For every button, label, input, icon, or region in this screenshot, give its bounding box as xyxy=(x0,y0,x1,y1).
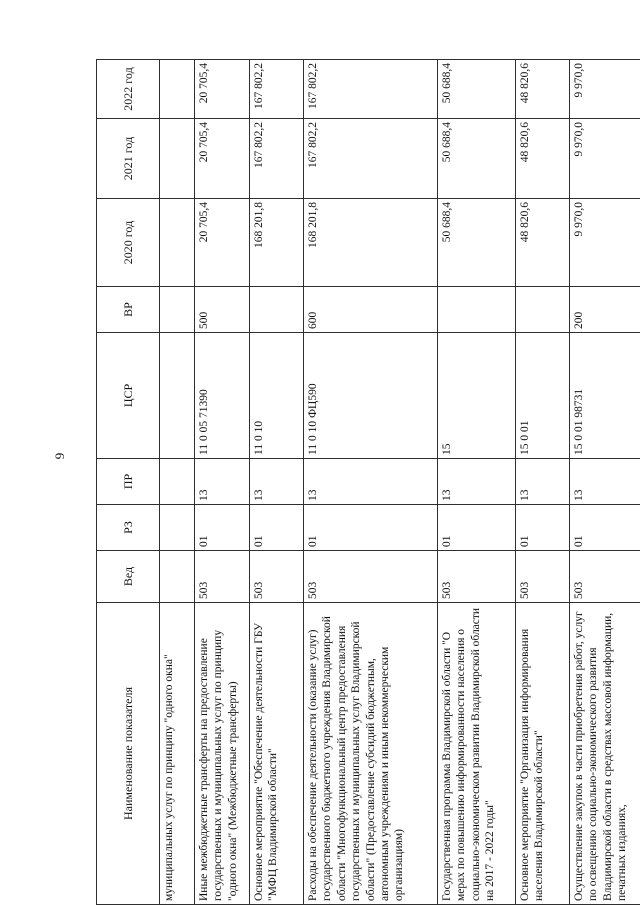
cell-pr: 13 xyxy=(438,459,516,505)
table-row xyxy=(250,60,304,905)
cell-csr: 15 0 01 98731 xyxy=(570,333,640,459)
table-row xyxy=(195,60,250,905)
cell-csr xyxy=(160,333,195,459)
cell-2021: 167 802,2 xyxy=(304,119,438,199)
cell-pr: 13 xyxy=(250,459,304,505)
table-row xyxy=(438,60,516,905)
cell-name: Расходы на обеспечение деятельности (оказание услуг) государственного бюджетного учреждения Владимирской области "Многофункциональный центр предоставления государственных и муниципальных услуг Владимирской области" (Предоставление субсидий бюджетным, автономным учреждениям и иным некоммерческим организациям) xyxy=(304,603,438,905)
cell-vr xyxy=(438,287,516,333)
cell-2020 xyxy=(160,199,195,287)
cell-2020: 48 820,6 xyxy=(516,199,570,287)
cell-name: Основное мероприятие "Обеспечение деятельности ГБУ "МФЦ Владимирской области" xyxy=(250,603,304,905)
cell-vr xyxy=(160,287,195,333)
header-csr: ЦСР xyxy=(97,333,160,459)
cell-rz xyxy=(160,505,195,551)
cell-ved: 503 xyxy=(195,551,250,603)
cell-csr: 11 0 10 xyxy=(250,333,304,459)
cell-2022: 50 688,4 xyxy=(438,60,516,119)
cell-rz: 01 xyxy=(304,505,438,551)
cell-2022: 20 705,4 xyxy=(195,60,250,119)
cell-csr: 15 xyxy=(438,333,516,459)
header-2022: 2022 год xyxy=(97,60,160,119)
header-2021: 2021 год xyxy=(97,119,160,199)
cell-csr: 11 0 05 71390 xyxy=(195,333,250,459)
cell-pr: 13 xyxy=(195,459,250,505)
header-ved: Вед xyxy=(97,551,160,603)
cell-2022: 48 820,6 xyxy=(516,60,570,119)
cell-2022 xyxy=(160,60,195,119)
header-vr: ВР xyxy=(97,287,160,333)
header-pr: ПР xyxy=(97,459,160,505)
header-name: Наименование показателя xyxy=(97,603,160,905)
cell-pr: 13 xyxy=(570,459,640,505)
cell-ved: 503 xyxy=(304,551,438,603)
table-row xyxy=(516,60,570,905)
cell-name: муниципальных услуг по принципу "одного окна" xyxy=(160,603,195,905)
cell-vr xyxy=(250,287,304,333)
budget-table xyxy=(96,59,640,905)
table-row xyxy=(570,60,640,905)
cell-2020: 20 705,4 xyxy=(195,199,250,287)
cell-2020: 168 201,8 xyxy=(304,199,438,287)
cell-vr: 500 xyxy=(195,287,250,333)
table-header-row xyxy=(97,60,160,905)
header-rz: РЗ xyxy=(97,505,160,551)
cell-2020: 9 970,0 xyxy=(570,199,640,287)
cell-ved: 503 xyxy=(570,551,640,603)
cell-2021: 167 802,2 xyxy=(250,119,304,199)
cell-vr: 200 xyxy=(570,287,640,333)
rotated-table-area xyxy=(96,60,640,905)
cell-csr: 11 0 10 ФЦ590 xyxy=(304,333,438,459)
cell-2021: 9 970,0 xyxy=(570,119,640,199)
cell-ved: 503 xyxy=(516,551,570,603)
cell-2020: 50 688,4 xyxy=(438,199,516,287)
table-row xyxy=(160,60,195,905)
cell-name: Государственная программа Владимирской области "О мерах по повышению информированности населения о социально-экономическом развитии Владимирской области на 2017 - 2022 годы" xyxy=(438,603,516,905)
cell-csr: 15 0 01 xyxy=(516,333,570,459)
cell-rz: 01 xyxy=(438,505,516,551)
cell-rz: 01 xyxy=(250,505,304,551)
cell-2021: 50 688,4 xyxy=(438,119,516,199)
cell-2022: 9 970,0 xyxy=(570,60,640,119)
cell-2021: 20 705,4 xyxy=(195,119,250,199)
cell-vr: 600 xyxy=(304,287,438,333)
cell-pr: 13 xyxy=(304,459,438,505)
cell-pr: 13 xyxy=(516,459,570,505)
cell-2022: 167 802,2 xyxy=(304,60,438,119)
cell-ved: 503 xyxy=(438,551,516,603)
cell-2022: 167 802,2 xyxy=(250,60,304,119)
table-row xyxy=(304,60,438,905)
cell-vr xyxy=(516,287,570,333)
cell-ved xyxy=(160,551,195,603)
cell-2020: 168 201,8 xyxy=(250,199,304,287)
cell-name: Иные межбюджетные трансферты на предоставление государственных и муниципальных услуг по принципу "одного окна" (Межбюджетные трансферты) xyxy=(195,603,250,905)
page-number: 9 xyxy=(52,452,67,460)
cell-2021: 48 820,6 xyxy=(516,119,570,199)
cell-name: Осуществление закупок в части приобретения работ, услуг по освещению социально-экономического развития Владимирской области в средствах массовой информации, печатных изданиях, xyxy=(570,603,640,905)
cell-pr xyxy=(160,459,195,505)
cell-2021 xyxy=(160,119,195,199)
cell-name: Основное мероприятие "Организация информирования населения Владимирской области" xyxy=(516,603,570,905)
cell-ved: 503 xyxy=(250,551,304,603)
header-2020: 2020 год xyxy=(97,199,160,287)
cell-rz: 01 xyxy=(516,505,570,551)
cell-rz: 01 xyxy=(570,505,640,551)
cell-rz: 01 xyxy=(195,505,250,551)
